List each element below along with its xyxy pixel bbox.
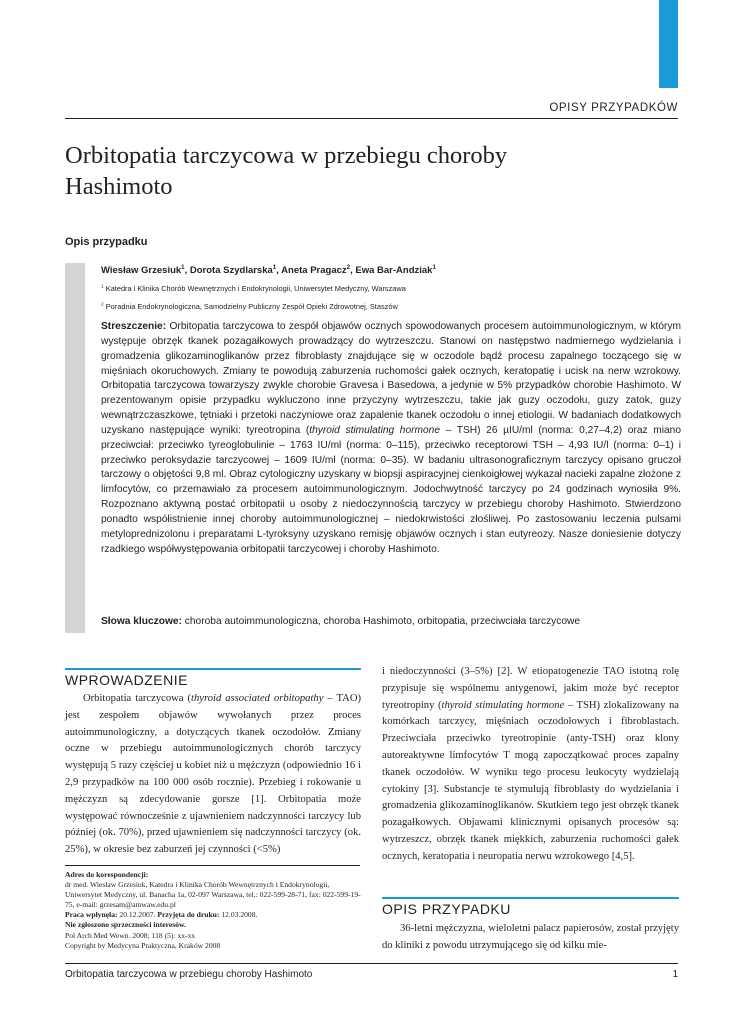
author-affiliation-mark: 1 (181, 263, 185, 271)
copyright: Copyright by Medycyna Praktyczna, Kraków 2008 (65, 940, 221, 950)
intro-column-left (65, 691, 361, 859)
received-date: 20.12.2007. (119, 910, 156, 920)
author-list: Wiesław Grzesiuk$^1$, Dorota Szydlarska$^1$, Aneta Pragacz$^2$, Ewa Bar-Andziak$^1$ (101, 263, 436, 276)
correspondence-rule (65, 865, 360, 866)
page-number: 1 (672, 969, 678, 980)
author-name: Ewa Bar-Andziak (355, 265, 433, 276)
correspondence-block (65, 870, 365, 951)
running-title: Orbitopatia tarczycowa w przebiegu choroby Hashimoto (65, 969, 313, 980)
text-run: – TSH) zlokalizowany na komórkach tarczycy, mięśniach oczodołowych i fibroblastach. Przeciwciała przeciwko tyreotropinie (anty-TSH) oraz klony autoreaktywne limfocytów T mogą zapoczątkować proces zapalny tkanek oczodołów. W wyniku tego procesu leukocyty wydzielają cytokiny [3]. Substancje te stymulują fibroblasty do wydzielania i gromadzenia glikozaminoglikanów. Skutkiem tego jest obrzęk tkanek pozagałkowych. Objawami klinicznymi opisanych procesów są: wytrzeszcz, obrzęk tkanek miękkich, zaburzenia ruchomości gałek ocznych, keratopatia i neuropatia nerwu wzrokowego [4,5]. (382, 699, 680, 862)
case-column (382, 921, 679, 955)
intro-heading: WPROWADZENIE (65, 672, 188, 688)
case-heading: OPIS PRZYPADKU (382, 901, 511, 917)
abstract-italic-term: thyroid stimulating hormone (309, 424, 441, 436)
italic-term: thyroid associated orbitopathy (191, 693, 324, 704)
correspondence-address: dr med. Wiesław Grzesiuk, Katedra i Klinika Chorób Wewnętrznych i Endokrynologii, Uniwersytet Medyczny, ul. Banacha 1a, 02-097 Warszawa, tel.: 022-599-28-71, fax: 022-599-19-75, e-mail: grzesam@amwaw.edu.pl (65, 880, 361, 910)
accepted-date: 12.03.2008. (221, 910, 258, 920)
intro-paragraph (65, 691, 361, 859)
conflict-statement: Nie zgłoszono sprzeczności interesów. (65, 920, 186, 930)
affiliation-text: Poradnia Endokrynologiczna, Samodzielny Publiczny Zespół Opieki Zdrowotnej, Staszów (105, 302, 398, 311)
author-name: Aneta Pragacz (281, 265, 347, 276)
keywords-label: Słowa kluczowe: (101, 616, 182, 627)
intro-paragraph-continued (382, 664, 679, 866)
affiliation-mark: 2 (101, 302, 104, 308)
accepted-label: Przyjęta do druku: (157, 910, 220, 920)
text-run: i niedoczynności (3–5%) [2]. W etiopatogenezie TAO istotną rolę przypisuje się wspólnemu antygenowi, jakim może być receptor tyreotropiny ( (382, 666, 679, 711)
case-heading-rule (382, 897, 679, 899)
footer-rule (65, 963, 678, 964)
abstract-side-bar (65, 263, 85, 633)
author-name: Wiesław Grzesiuk (101, 265, 182, 276)
keywords-text: choroba autoimmunologiczna, choroba Hashimoto, orbitopatia, przeciwciała tarczycowe (184, 616, 581, 627)
keywords (101, 616, 681, 627)
article-title (65, 140, 665, 202)
text-run: – TAO) jest zespołem objawów wywołanych przez proces autoimmunologiczny, a dotyczących tkanek oczodołów. Zmiany oczne w przebiegu autoimmunologicznych chorób tarczycy występują 5 razy częściej u kobiet niż u mężczyzn (odpowiednio 16 i 2,9 przypadków na 100 000 osób rocznie). Przebieg i rokowanie u mężczyzn są zdecydowanie gorsze [1]. Orbitopatia może występować równocześnie z ujawnieniem nadczynności tarczycy lub później (ok. 70%), przed ujawnieniem się nadczynności tarczycy (ok. 25%), w okresie bez zaburzeń jej czynności (<5%) (65, 693, 361, 856)
article-type: Opis przypadku (65, 236, 148, 248)
italic-term: thyroid stimulating hormone (441, 699, 565, 711)
text-run: Orbitopatia tarczycowa ( (83, 693, 192, 704)
section-label: OPISY PRZYPADKÓW (549, 102, 678, 114)
case-paragraph: 36-letni mężczyzna, wieloletni palacz papierosów, został przyjęty do kliniki z powodu utrzymującego się od kilku mie- (382, 923, 679, 951)
abstract-text: – TSH) 26 µIU/ml (norma: 0,27–4,2) oraz miano przeciwciał: przeciwko tyreoglobulinie – 1763 IU/ml (norma: 0–115), przeciwko receptorowi TSH – 4,93 IU/l (norma: 0–1) i przeciwko peroksydazie tarczycowej – 1609 IU/ml (norma: 0–35). W badaniu ultrasonograficznym tarczycy opisano gruczoł tarczowy o objętości 9,8 ml. Obraz cytologiczny uzyskany w biopsji aspiracyjnej cienkoigłowej wykazał nacieki zapalne złożone z limfocytów, co przemawiało za procesem autoimmunologicznym. Jodochwytność tarczycy po 24 godzinach wynosiła 9%. Rozpoznano aktywną postać orbitopatii u osoby z niedoczynnością tarczycy w przebiegu choroby Hashimoto. Stwierdzono ponadto współistnienie innej choroby autoimmunologicznej – niedokrwistości złośliwej. Po zastosowaniu leczenia pulsami metyloprednizolonu i preparatami L-tyroksyny uzyskano remisję objawów ocznych i stan eutyreozy. Nasze doniesienie dotyczy rzadkiego współwystępowania orbitopatii tarczycowej i choroby Hashimoto. (101, 424, 681, 555)
title-line-2: Hashimoto (65, 173, 173, 200)
author-name: Dorota Szydlarska (189, 265, 273, 276)
correspondence-label: Adres do korespondencji: (65, 870, 149, 879)
title-line-1: Orbitopatia tarczycowa w przebiegu choroby (65, 142, 508, 169)
affiliation-1 (101, 284, 406, 293)
author-affiliation-mark: 1 (272, 263, 277, 271)
author-affiliation-mark: 1 (432, 263, 436, 271)
affiliation-2 (101, 302, 398, 311)
abstract-label: Streszczenie: (101, 321, 167, 332)
intro-column-right (382, 664, 679, 866)
accent-color-bar (659, 0, 678, 88)
abstract-text: Orbitopatia tarczycowa to zespół objawów ocznych spowodowanych procesem autoimmunologicznym, w którym występuje obrzęk tkanek pozagałkowych prowadzący do wytrzeszczu. Stanowi on następstwo nadmiernego wydzielania i gromadzenia glikozaminoglikanów przez fibroblasty znajdujące się w oczodole bądź procesu zapalnego toczącego się w mięśniach okoruchowych. Zmiany te powodują zaburzenia ruchomości gałek ocznych, keratopatię i ucisk na nerw wzrokowy. Orbitopatia tarczycowa towarzyszy zwykle chorobie Gravesa i Basedowa, a jedynie w 5% przypadków chorobie Hashimoto. W prezentowanym opisie przypadku wykluczono inne przyczyny wytrzeszczu, takie jak guzy oczodołu, guzy zatok, guzy wewnątrzczaszkowe, tętniaki i przetoki naczyniowe oraz zapalenie tkanek oczodołu o innej etiologii. W badaniach dodatkowych uzyskano następujące wyniki: tyreotropina ( (101, 321, 681, 436)
author-affiliation-mark: 2 (346, 263, 351, 271)
affiliation-text: Katedra i Klinika Chorób Wewnętrznych i Endokrynologii, Uniwersytet Medyczny, Warszawa (105, 284, 406, 293)
abstract (101, 320, 681, 558)
citation: Pol Arch Med Wewn. 2008; 118 (5): xx-xx (65, 930, 196, 940)
received-label: Praca wpłynęła: (65, 910, 118, 920)
affiliation-mark: 1 (101, 284, 104, 290)
intro-heading-rule (65, 668, 361, 670)
header-rule (65, 118, 678, 119)
